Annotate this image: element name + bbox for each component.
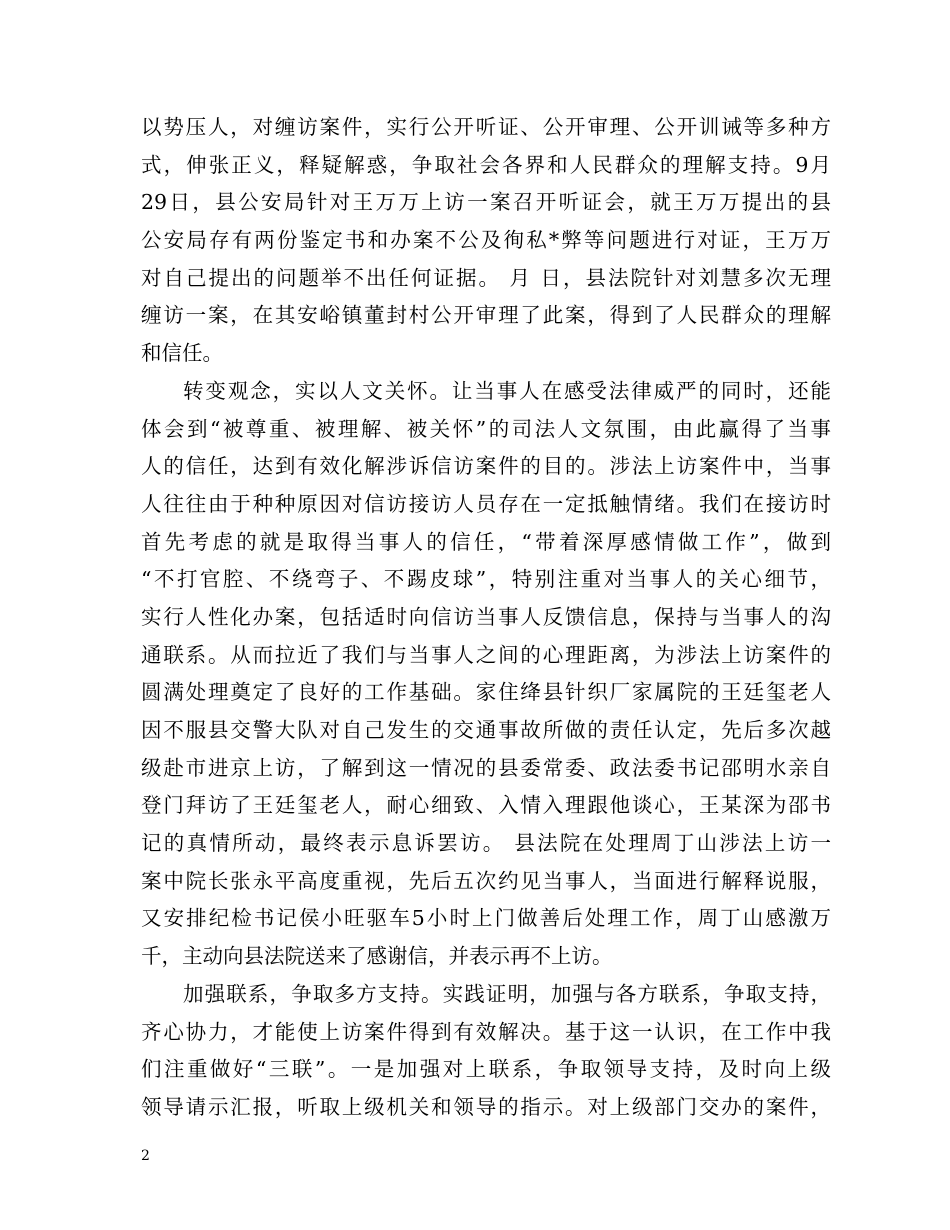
text-line: 人的信任，达到有效化解涉诉信访案件的目的。涉法上访案件中，当事 [141,454,831,479]
text-line: 体会到“被尊重、被理解、被关怀”的司法人文氛围，由此赢得了当事 [141,416,831,441]
text-line: 因不服县交警大队对自己发生的交通事故所做的责任认定，先后多次越 [141,718,831,742]
text-line: 齐心协力，才能使上访案件得到有效解决。基于这一认识，在工作中我 [141,1019,831,1044]
paragraph-first-line: 转变观念，实以人文关怀。让当事人在感受法律威严的同时，还能 [183,378,831,403]
paragraph-first-line: 加强联系，争取多方支持。实践证明，加强与各方联系，争取支持， [183,981,831,1006]
text-line: 人往往由于种种原因对信访接访人员存在一定抵触情绪。我们在接访时 [141,491,831,516]
text-line: 对自己提出的问题举不出任何证据。 月 日，县法院针对刘慧多次无理 [141,265,831,290]
text-line: 通联系。从而拉近了我们与当事人之间的心理距离，为涉法上访案件的 [141,642,831,667]
body-text [141,109,831,1127]
text-line: 圆满处理奠定了良好的工作基础。家住绛县针织厂家属院的王廷玺老人 [141,680,831,705]
text-line: “不打官腔、不绕弯子、不踢皮球”，特别注重对当事人的关心细节， [141,567,831,592]
text-line: 实行人性化办案，包括适时向信访当事人反馈信息，保持与当事人的沟 [141,604,831,629]
text-line: 记的真情所动，最终表示息诉罢访。 县法院在处理周丁山涉法上访一 [141,831,831,856]
text-line: 领导请示汇报，听取上级机关和领导的指示。对上级部门交办的案件， [141,1094,831,1119]
text-line: 和信任。 [141,341,223,366]
text-line: 们注重做好“三联”。一是加强对上联系，争取领导支持，及时向上级 [141,1057,831,1082]
text-line: 案中院长张永平高度重视，先后五次约见当事人，当面进行解释说服， [141,868,831,893]
text-line: 式，伸张正义，释疑解惑，争取社会各界和人民群众的理解支持。9月 [141,152,831,177]
text-line: 公安局存有两份鉴定书和办案不公及徇私*弊等问题进行对证，王万万 [141,228,831,253]
text-line: 缠访一案，在其安峪镇董封村公开审理了此案，得到了人民群众的理解 [141,303,831,328]
text-line: 级赴市进京上访，了解到这一情况的县委常委、政法委书记邵明水亲自 [141,755,831,780]
text-line: 登门拜访了王廷玺老人，耐心细致、入情入理跟他谈心，王某深为邵书 [141,793,831,818]
page-number: 2 [141,1148,150,1164]
text-line: 29日，县公安局针对王万万上访一案召开听证会，就王万万提出的县 [141,190,831,215]
text-line: 首先考虑的就是取得当事人的信任，“带着深厚感情做工作”，做到 [141,529,831,554]
text-line: 以势压人，对缠访案件，实行公开听证、公开审理、公开训诫等多种方 [141,115,831,139]
text-line: 又安排纪检书记侯小旺驱车5小时上门做善后处理工作，周丁山感激万 [141,906,831,931]
text-line: 千，主动向县法院送来了感谢信，并表示再不上访。 [141,944,613,969]
